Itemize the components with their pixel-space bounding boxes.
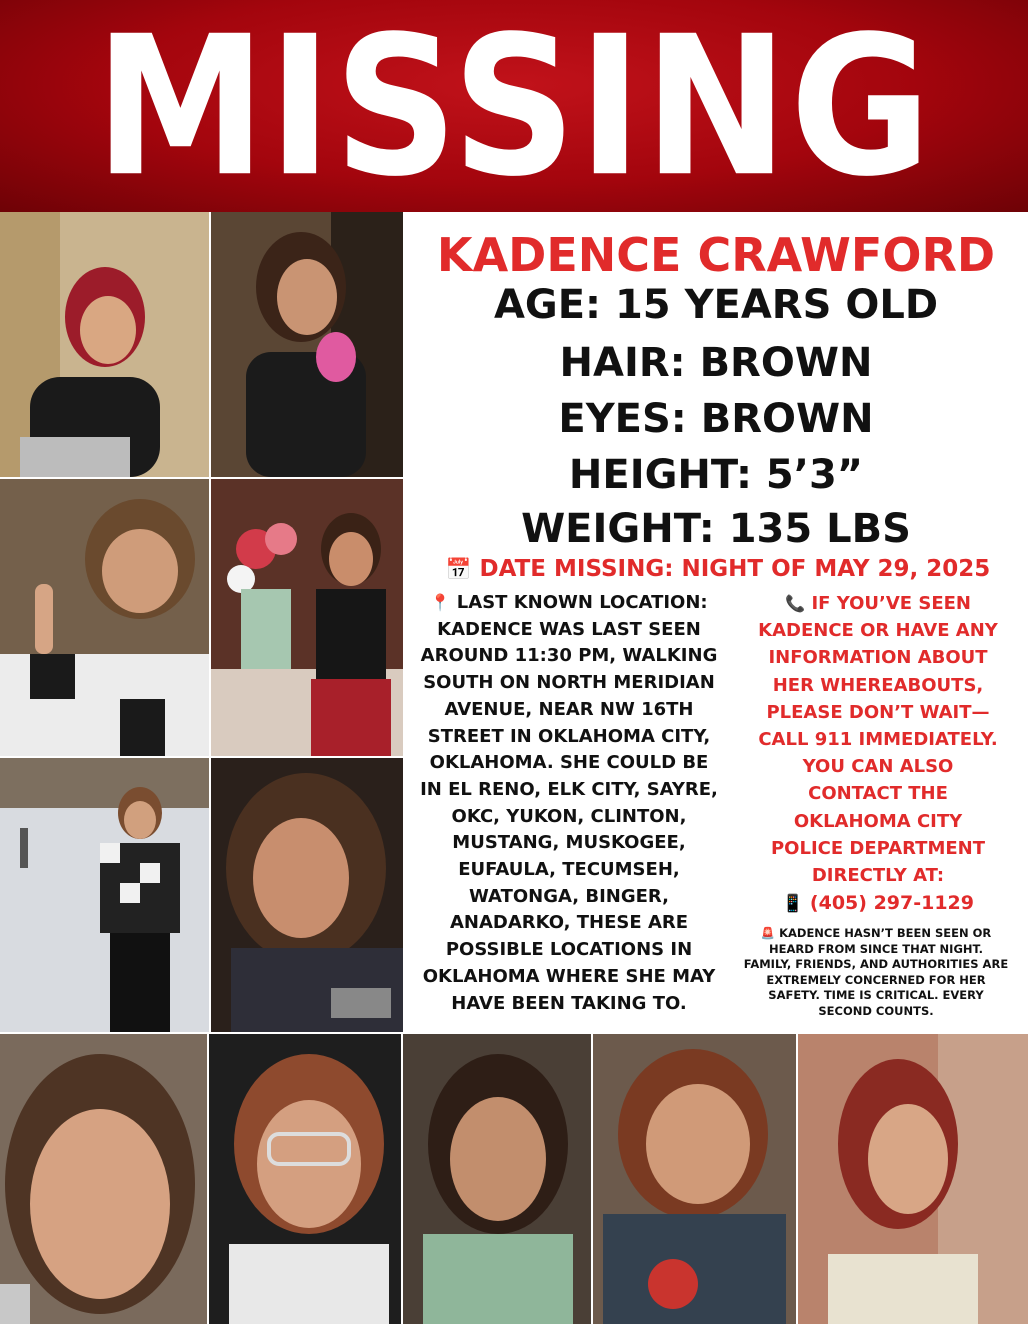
contact-line: POLICE DEPARTMENT [770, 837, 986, 859]
contact-line: CONTACT THE [808, 783, 948, 805]
photo-5 [0, 758, 209, 1032]
pin-icon: 📍 [430, 593, 451, 612]
contact-line: KADENCE OR HAVE ANY [758, 620, 998, 642]
photo-3 [0, 479, 209, 756]
location-line: AVENUE, NEAR NW 16TH [444, 698, 694, 720]
person-name: KADENCE CRAWFORD [436, 228, 996, 282]
note-line: SECOND COUNTS. [818, 1003, 934, 1018]
location-line: EUFAULA, TECUMSEH, [458, 859, 680, 881]
contact-instructions [736, 590, 1020, 889]
contact-line: YOU CAN ALSO [802, 756, 954, 778]
photo-6 [211, 758, 403, 1032]
photo-1 [0, 212, 209, 477]
contact-line: PLEASE DON’T WAIT— [766, 701, 990, 723]
contact-line: OKLAHOMA CITY [793, 810, 963, 832]
location-line: HAVE BEEN TAKING TO. [451, 992, 687, 1014]
location-line: WATONGA, BINGER, [469, 885, 669, 907]
location-line: STREET IN OKLAHOMA CITY, [427, 725, 711, 747]
location-line: AROUND 11:30 PM, WALKING [420, 645, 718, 667]
calendar-icon: 📅 [445, 557, 472, 581]
location-line: OKLAHOMA. SHE COULD BE [429, 752, 709, 774]
location-line: ANADARKO, THESE ARE [449, 912, 689, 934]
photo-4 [211, 479, 403, 756]
contact-line: IF YOU’VE SEEN [811, 593, 971, 614]
photo-10 [593, 1034, 796, 1324]
siren-icon: 🚨 [760, 926, 776, 940]
photo-7 [0, 1034, 207, 1324]
weight-stat: WEIGHT: 135 LBS [521, 506, 911, 552]
photo-2 [211, 212, 403, 477]
location-line: IN EL RENO, ELK CITY, SAYRE, [420, 778, 718, 800]
note-line: HEARD FROM SINCE THAT NIGHT. [769, 941, 983, 956]
location-line: SOUTH ON NORTH MERIDIAN [423, 672, 715, 694]
last-known-location [410, 590, 728, 1017]
date-missing-text: DATE MISSING: NIGHT OF MAY 29, 2025 [479, 556, 991, 582]
contact-line: DIRECTLY AT: [811, 865, 945, 887]
phone-number-text: (405) 297-1129 [809, 892, 974, 914]
mobile-phone-icon: 📱 [782, 894, 804, 914]
note-line: KADENCE HASN’T BEEN SEEN OR [779, 926, 992, 940]
contact-line: HER WHEREABOUTS, [772, 674, 984, 696]
banner-title: MISSING [94, 0, 934, 212]
note-line: SAFETY. TIME IS CRITICAL. EVERY [768, 988, 984, 1002]
age-stat: AGE: 15 YEARS OLD [493, 282, 939, 328]
location-line: POSSIBLE LOCATIONS IN [445, 939, 693, 961]
photo-8 [209, 1034, 401, 1324]
contact-line: CALL 911 IMMEDIATELY. [758, 729, 998, 751]
eyes-stat: EYES: BROWN [558, 396, 874, 442]
location-line: OKLAHOMA WHERE SHE MAY [422, 965, 716, 987]
hair-stat: HAIR: BROWN [559, 340, 873, 386]
photo-11 [798, 1034, 1028, 1324]
height-stat: HEIGHT: 5’3” [568, 452, 864, 498]
location-line: LAST KNOWN LOCATION: [456, 592, 708, 613]
location-line: OKC, YUKON, CLINTON, [451, 805, 687, 827]
missing-banner [0, 0, 1028, 212]
note-line: EXTREMELY CONCERNED FOR HER [766, 972, 986, 987]
contact-line: INFORMATION ABOUT [768, 647, 988, 669]
urgency-note [728, 926, 1024, 1019]
telephone-icon: 📞 [785, 594, 806, 613]
photo-9 [403, 1034, 591, 1324]
location-line: KADENCE WAS LAST SEEN [437, 618, 701, 640]
location-line: MUSTANG, MUSKOGEE, [452, 832, 686, 854]
date-missing [412, 556, 1024, 582]
note-line: FAMILY, FRIENDS, AND AUTHORITIES ARE [743, 957, 1009, 971]
phone-number [736, 892, 1020, 914]
